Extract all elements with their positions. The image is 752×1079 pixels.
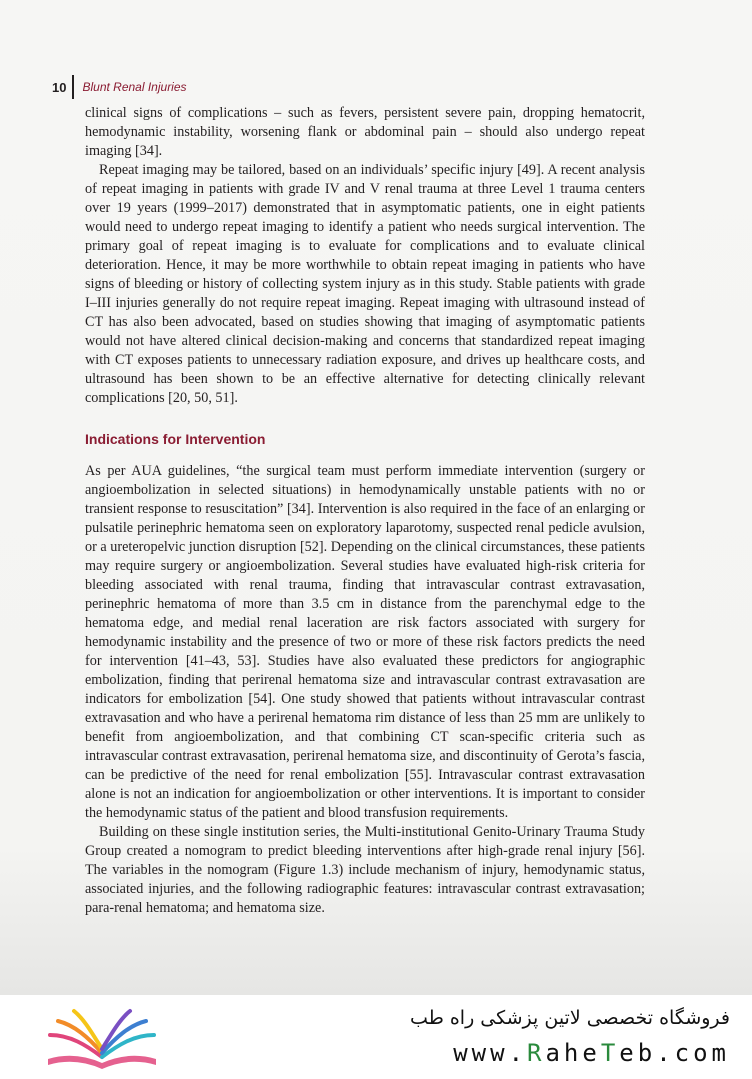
paragraph-1: clinical signs of complications – such as fevers, persistent severe pain, dropping hematocrit, hemodynamic instability, worsening flank or abdominal pain – should also undergo repeat imaging [34].	[85, 105, 645, 159]
url-t: T	[600, 1039, 620, 1067]
running-title: Blunt Renal Injuries	[82, 80, 187, 94]
open-book-logo-icon	[40, 1005, 165, 1071]
store-url	[453, 1039, 730, 1067]
body-text	[85, 104, 645, 918]
paragraph-2: Repeat imaging may be tailored, based on an individuals’ specific injury [49]. A recent analysis of repeat imaging in patients with grade IV and V renal trauma at three Level 1 trauma centers over 19 years (1999–2017) demonstrated that in asymptomatic patients, one in eight patients would need to undergo repeat imaging to identify a patient who needs surgical intervention. The primary goal of repeat imaging is to evaluate for complications and to evaluate clinical deterioration. Hence, it may be more worthwhile to obtain repeat imaging in patients who have signs of bleeding or history of collecting system injury as in this study. Stable patients with grade I–III injuries generally do not require repeat imaging. Repeat imaging with ultrasound instead of CT has also been advocated, based on studies showing that imaging of asymptomatic patients would not have altered clinical decision-making and concerns that standardized repeat imaging with CT exposes patients to unnecessary radiation exposure, and drives up healthcare costs, and ultrasound has been shown to be an effective alternative for detecting clinically relevant complications [20, 50, 51].	[85, 162, 645, 406]
page-header	[52, 76, 187, 98]
page-number: 10	[52, 79, 67, 95]
store-name: فروشگاه تخصصی لاتین پزشکی راه طب	[410, 1007, 730, 1029]
section-heading: Indications for Intervention	[85, 431, 266, 447]
url-suffix: .com	[656, 1039, 730, 1067]
watermark-footer	[0, 995, 752, 1079]
url-r: R	[527, 1039, 546, 1067]
paragraph-4: Building on these single institution series, the Multi-institutional Genito-Urinary Trauma Study Group created a nomogram to predict bleeding interventions after high-grade renal injury [56]. The variables in the nomogram (Figure 1.3) include mechanism of injury, hemodynamic status, associated injuries, and the following radiographic features: intravascular contrast extravasation; para-renal hematoma; and hematoma size.	[85, 824, 645, 916]
header-divider	[72, 75, 74, 99]
url-eb: eb	[619, 1039, 657, 1067]
url-ahe: ahe	[545, 1039, 601, 1067]
paragraph-3: As per AUA guidelines, “the surgical team must perform immediate intervention (surgery or angioembolization in selected situations) in hemodynamically unstable patients with no or transient response to resuscitation” [34]. Intervention is also required in the face of an enlarging or pulsatile perinephric hematoma seen on exploratory laparotomy, suspected renal pedicle avulsion, or a ureteropelvic junction disruption [52]. Depending on the clinical circumstances, these patients may require surgery or angioembolization. Several studies have evaluated high-risk criteria for bleeding associated with renal trauma, finding that intravascular contrast extravasation, perinephric hematoma of more than 3.5 cm in distance from the parenchymal edge to the hematoma edge, and medial renal laceration are risk factors associated with surgery for hemodynamic instability and the presence of two or more of these risk factors predicts the need for intervention [41–43, 53]. Studies have also evaluated these predictors for angiographic embolization, finding that perirenal hematoma size and intravascular contrast extravasation are indicators for embolization [54]. One study showed that patients without intravascular contrast extravasation and who have a perirenal hematoma rim distance of less than 25 mm are unlikely to benefit from angioembolization, and that combining CT scan-specific criteria such as intravascular contrast extravasation, perirenal hematoma size, and discontinuity of Gerota’s fascia, can be predictive of the need for renal embolization [55]. Intravascular contrast extravasation alone is not an indication for angioembolization or other interventions. It is important to consider the hemodynamic status of the patient and blood transfusion requirements.	[85, 463, 645, 821]
url-prefix: www.	[453, 1039, 528, 1067]
